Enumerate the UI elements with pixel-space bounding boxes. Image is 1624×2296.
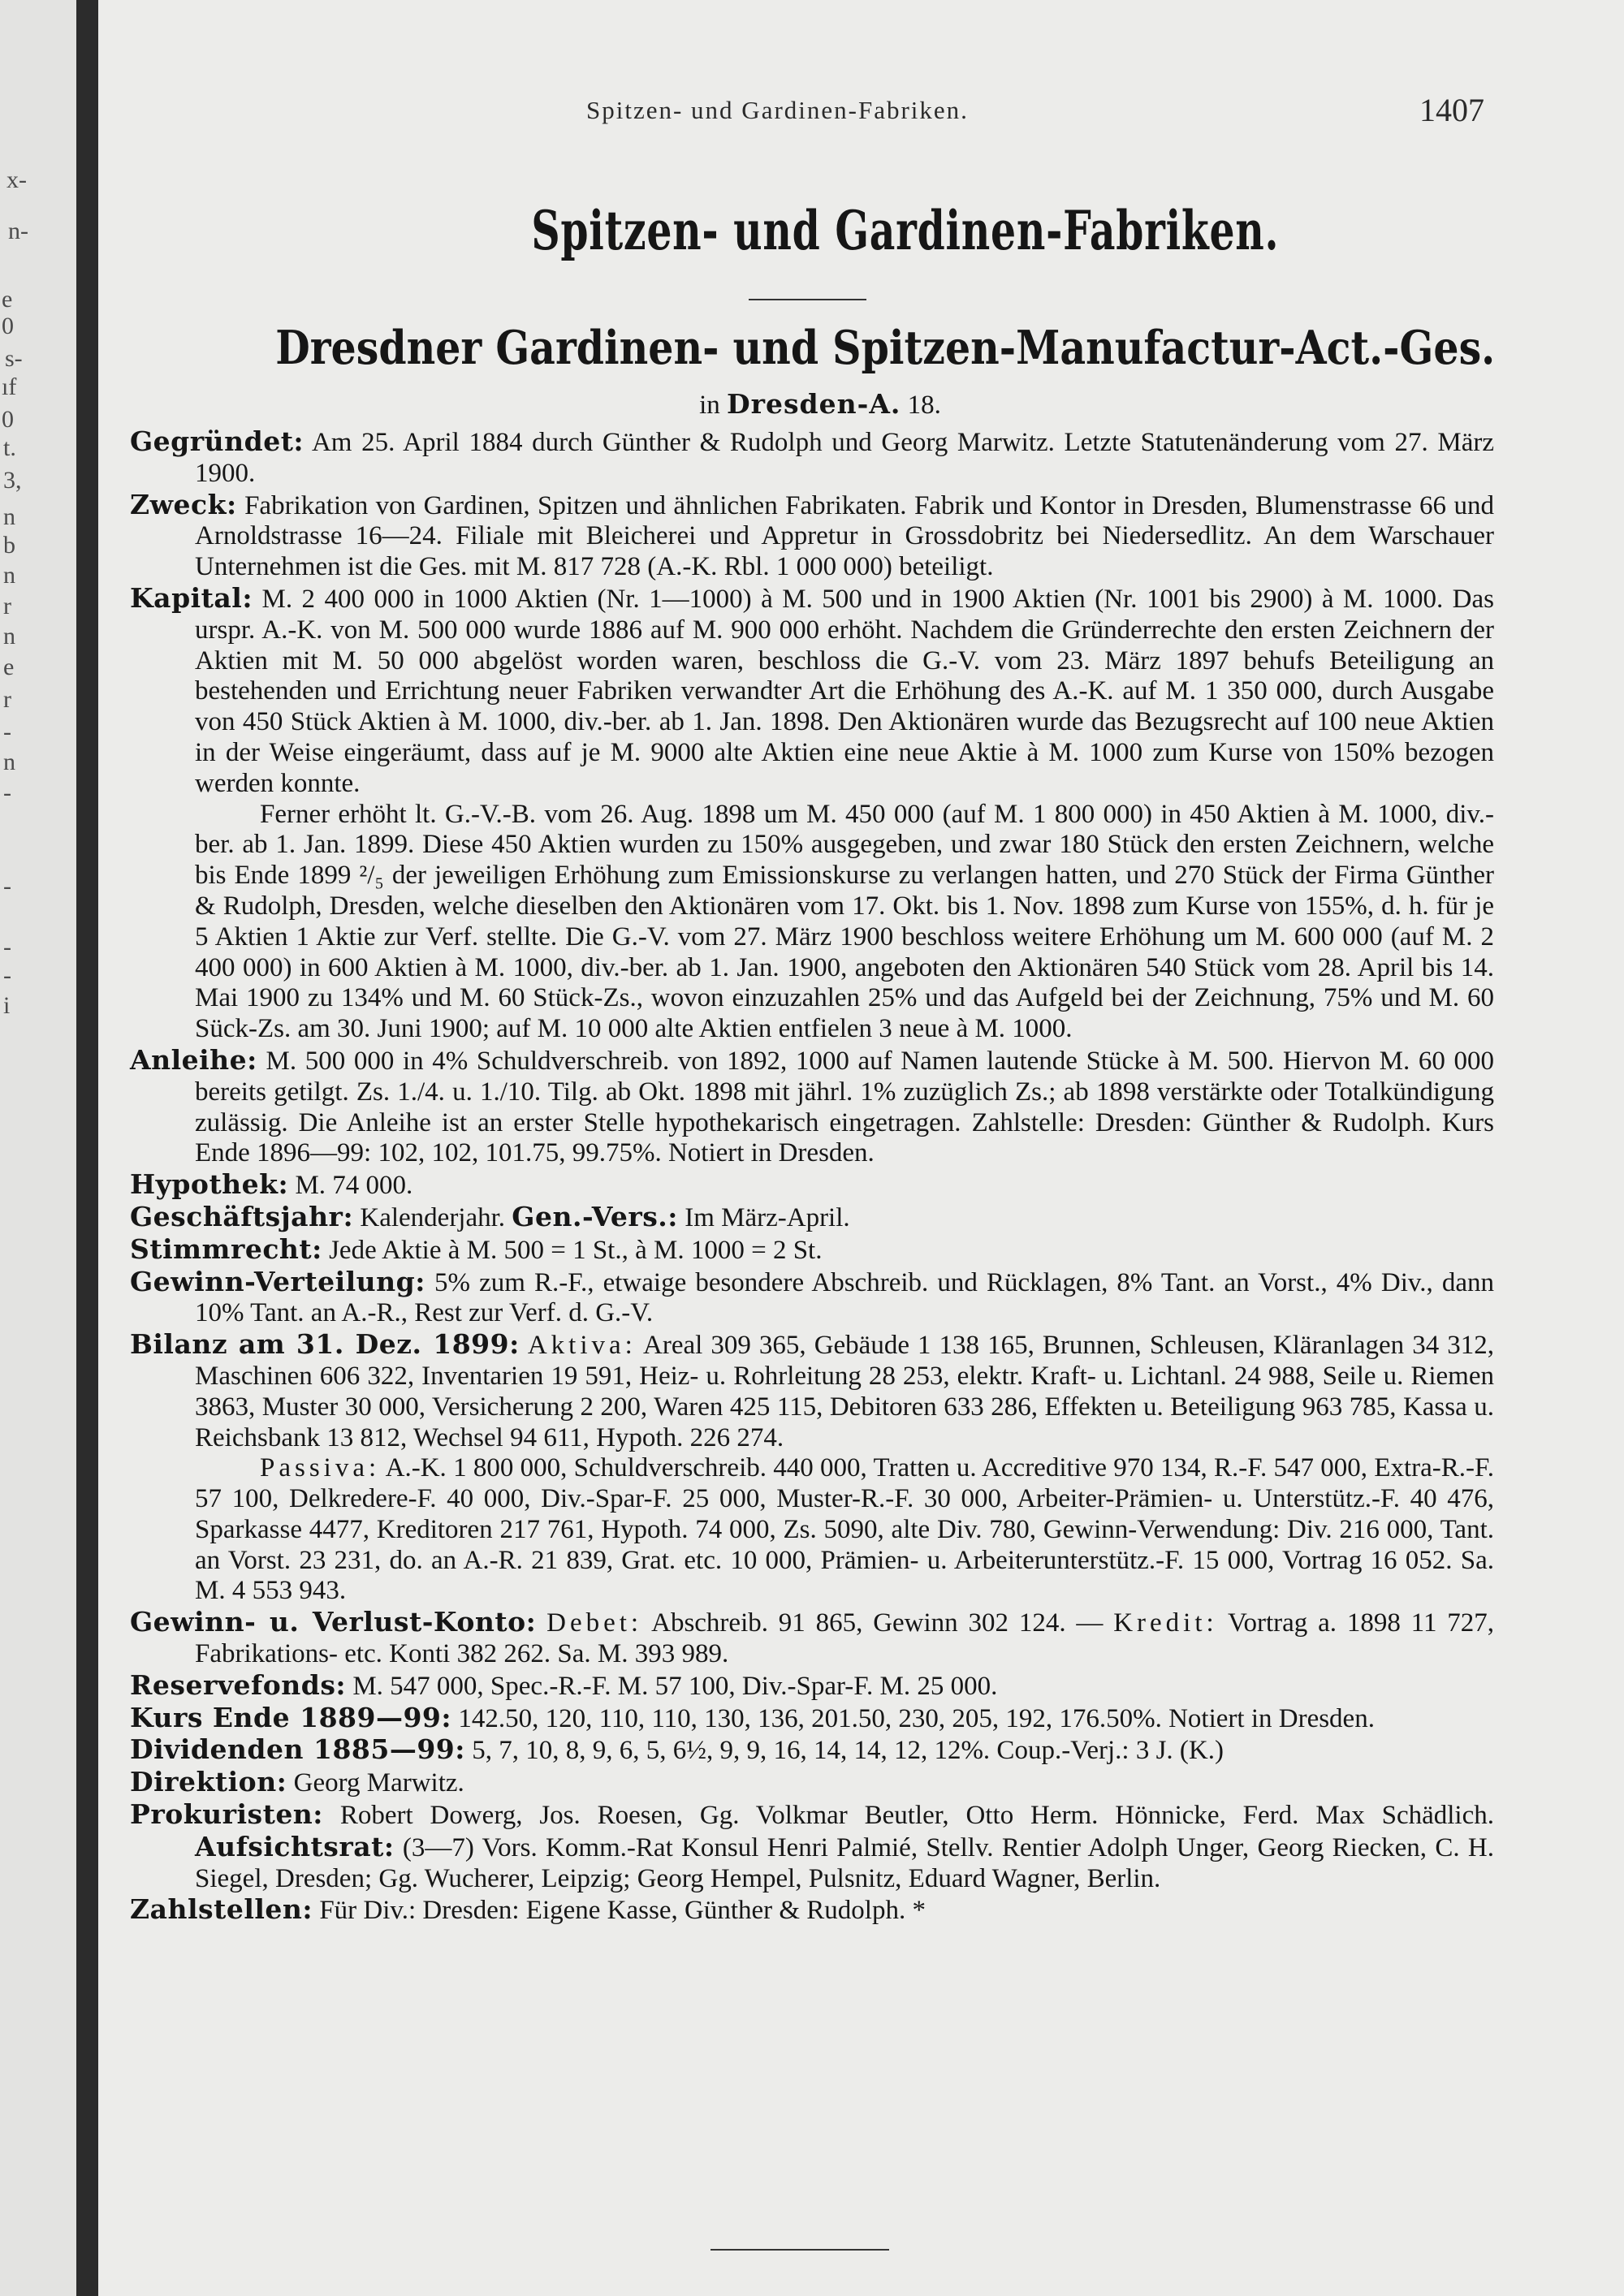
margin-fragment: n- bbox=[8, 218, 28, 244]
location-prefix: in bbox=[699, 391, 720, 420]
margin-fragment: 0 bbox=[2, 313, 14, 339]
entry-text: Abschreib. 91 865, Gewinn 302 124. — bbox=[651, 1608, 1104, 1638]
entry-kapital-continued bbox=[130, 800, 1494, 1045]
entry-zweck bbox=[130, 490, 1494, 583]
margin-fragment: - bbox=[3, 934, 11, 960]
company-entry-body bbox=[130, 426, 1494, 1927]
entry-text: Georg Marwitz. bbox=[293, 1768, 464, 1798]
entry-text: Jede Aktie à M. 500 = 1 St., à M. 1000 = 2 St. bbox=[329, 1235, 823, 1265]
entry-gewinn-verlust-konto bbox=[130, 1607, 1494, 1670]
entry-label: Kapital: bbox=[130, 581, 253, 614]
margin-fragment: 0 bbox=[2, 406, 14, 433]
entry-label: Anleihe: bbox=[130, 1043, 257, 1076]
company-heading bbox=[187, 321, 1496, 375]
entry-sublabel: Kredit: bbox=[1113, 1608, 1218, 1638]
entry-text: M. 500 000 in 4% Schuldverschreib. von 1892, 1000 auf Namen lautende Stücke à M. 500. Hiervon M. 60 000 bereits getilgt. Zs. 1./4. u. 1./10. Tilg. ab Okt. 1898 mit jährl. 1% zuzüglich Zs.; ab 1898 verstärkte oder Totalkündigung zulässig. Die Anleihe ist an erster Stelle hypothekarisch eingetragen. Zahlstelle: Dresden: Günther & Rudolph. Kurs Ende 1896—99: 102, 102, 101.75, 99.75%. Notiert in Dresden. bbox=[195, 1046, 1495, 1168]
entry-sublabel: Aktiva: bbox=[527, 1331, 637, 1361]
entry-text: 142.50, 120, 110, 110, 130, 136, 201.50, 230, 205, 192, 176.50%. Notiert in Dresden. bbox=[458, 1703, 1375, 1733]
entry-label: Gewinn-Verteilung: bbox=[130, 1265, 425, 1297]
entry-label-supervisory-board: Aufsichtsrat: bbox=[195, 1830, 395, 1862]
company-name: Dresdner Gardinen- und Spitzen-Manufactur-Act.-Ges. bbox=[275, 321, 1496, 375]
margin-fragment: n bbox=[3, 503, 15, 530]
entry-sublabel: Passiva: bbox=[260, 1453, 381, 1483]
entry-label: Gegründet: bbox=[130, 425, 304, 457]
entry-text: 5% zum R.-F., etwaige besondere Abschreib. und Rücklagen, 8% Tant. an Vorst., 4% Div., dann 10% Tant. an A.-R., Rest zur Verf. d. G.-V. bbox=[195, 1267, 1494, 1328]
entry-sublabel: Debet: bbox=[546, 1608, 643, 1638]
facing-page-edge bbox=[0, 0, 76, 2296]
section-title-text: Spitzen- und Gardinen-Fabriken. bbox=[531, 199, 1280, 262]
entry-label: Zahlstellen: bbox=[130, 1893, 313, 1926]
title-divider bbox=[749, 299, 866, 300]
entry-text: M. 74 000. bbox=[295, 1171, 413, 1201]
entry-prokuristen bbox=[130, 1799, 1494, 1894]
margin-fragment: t. bbox=[3, 434, 16, 461]
entry-text: (3—7) Vors. Komm.-Rat Konsul Henri Palmié, Stellv. Rentier Adolph Unger, Georg Riecken, C. H. Siegel, Dresden; Gg. Wucherer, Leipzig; Georg Hempel, Pulsnitz, Eduard Wagner, Berlin. bbox=[195, 1832, 1495, 1893]
entry-kapital bbox=[130, 583, 1494, 800]
entry-text: Am 25. April 1884 durch Günther & Rudolph und Georg Marwitz. Letzte Statutenänderung vom 27. März 1900. bbox=[195, 428, 1494, 488]
entry-zahlstellen bbox=[130, 1894, 1494, 1927]
entry-label: Geschäftsjahr: bbox=[130, 1200, 354, 1232]
entry-hypothek bbox=[130, 1169, 1494, 1202]
entry-text: Im März-April. bbox=[685, 1202, 850, 1232]
entry-label: Prokuristen: bbox=[130, 1798, 323, 1831]
margin-fragment: e bbox=[2, 286, 13, 313]
margin-fragment: - bbox=[3, 779, 11, 806]
entry-bilanz-aktiva bbox=[130, 1329, 1494, 1453]
entry-bilanz-passiva bbox=[130, 1453, 1494, 1607]
margin-fragment: ıf bbox=[2, 373, 17, 400]
entry-text: Fabrikation von Gardinen, Spitzen und ähnlichen Fabrikaten. Fabrik und Kontor in Dresden, Blumenstrasse 66 und Arnoldstrasse 16—24. Filiale mit Bleicherei und Appretur in Grossdobritz bei Niedersedlitz. An dem Warschauer Unternehmen ist die Ges. mit M. 817 728 (A.-K. Rbl. 1 000 000) beteiligt. bbox=[195, 490, 1494, 582]
entry-text: Für Div.: Dresden: Eigene Kasse, Günther & Rudolph. * bbox=[319, 1896, 926, 1926]
entry-label: Direktion: bbox=[130, 1766, 287, 1798]
margin-fragment: - bbox=[3, 719, 11, 745]
entry-text: A.-K. 1 800 000, Schuldverschreib. 440 000, Tratten u. Accreditive 970 134, R.-F. 547 000, Extra-R.-F. 57 100, Delkredere-F. 40 000, Div.-Spar-F. 25 000, Muster-R.-F. 30 000, Arbeiter-Prämien- u. Unterstütz.-F. 40 476, Sparkasse 4477, Kreditoren 217 761, Hypoth. 74 000, Zs. 5090, alte Div. 780, Gewinn-Verwendung: Div. 216 000, Tant. an Vorst. 23 231, do. an A.-R. 21 839, Grat. etc. 10 000, Prämien- u. Arbeiterunterstütz.-F. 15 000, Vortrag 16 052. Sa. M. 4 553 943. bbox=[195, 1453, 1494, 1606]
entry-direktion bbox=[130, 1767, 1494, 1799]
company-location bbox=[568, 388, 1072, 421]
margin-fragment: x- bbox=[6, 166, 27, 193]
entry-text: Kalenderjahr. bbox=[360, 1202, 506, 1232]
margin-fragment: r bbox=[3, 593, 11, 619]
margin-fragment: i bbox=[3, 992, 11, 1019]
entry-geschaeftsjahr bbox=[130, 1202, 1494, 1234]
margin-fragment: - bbox=[3, 962, 11, 989]
entry-gewinn-verteilung bbox=[130, 1267, 1494, 1330]
section-title bbox=[438, 199, 1280, 262]
entry-label: Dividenden 1885—99: bbox=[130, 1733, 465, 1766]
running-title: Spitzen- und Gardinen-Fabriken. bbox=[586, 96, 969, 124]
margin-fragment: - bbox=[3, 873, 11, 900]
page-number: 1407 bbox=[1419, 92, 1484, 128]
closing-divider bbox=[710, 2249, 889, 2251]
entry-text: M. 2 400 000 in 1000 Aktien (Nr. 1—1000) à M. 500 und in 1900 Aktien (Nr. 1001 bis 2900) à M. 1000. Das urspr. A.-K. von M. 500 000 wurde 1886 auf M. 900 000 erhöht. Nachdem die Gründerrechte den ersten Zeichnern der Aktien mit M. 50 000 abgelöst worden waren, beschloss die G.-V. vom 23. März 1897 behufs Beteiligung an bestehenden und Errichtung neuer Fabriken verwandter Art die Erhöhung des A.-K. auf M. 1 350 000, durch Ausgabe von 450 Stück Aktien à M. 1000, div.-ber. ab 1. Jan. 1898. Den Aktionären wurde das Bezugsrecht auf 100 neue Aktien in der Weise eingeräumt, dass auf je M. 9000 alte Aktien eine neue Aktie à M. 1000 zum Kurse von 150% bezogen werden konnte. bbox=[195, 584, 1495, 798]
margin-fragment: 3, bbox=[3, 467, 22, 494]
entry-text: Robert Dowerg, Jos. Roesen, Gg. Volkmar Beutler, Otto Herm. Hönnicke, Ferd. Max Schädlich. bbox=[339, 1801, 1495, 1831]
entry-gegruendet bbox=[130, 426, 1494, 490]
book-binding-shadow bbox=[76, 0, 98, 2296]
entry-label: Kurs Ende 1889—99: bbox=[130, 1701, 452, 1733]
entry-label: Hypothek: bbox=[130, 1168, 289, 1201]
margin-fragment: n bbox=[3, 749, 15, 775]
entry-anleihe bbox=[130, 1045, 1494, 1169]
margin-fragment: n bbox=[3, 562, 15, 589]
entry-stimmrecht bbox=[130, 1234, 1494, 1267]
margin-fragment: e bbox=[3, 654, 15, 680]
location-number: 18. bbox=[907, 391, 941, 420]
entry-label: Stimmrecht: bbox=[130, 1232, 322, 1265]
entry-kurs bbox=[130, 1703, 1494, 1735]
entry-label-general-meeting: Gen.-Vers.: bbox=[512, 1200, 678, 1232]
entry-label: Gewinn- u. Verlust-Konto: bbox=[130, 1606, 537, 1638]
entry-reservefonds bbox=[130, 1670, 1494, 1703]
margin-fragment: b bbox=[3, 532, 15, 559]
entry-text: 5, 7, 10, 8, 9, 6, 5, 6½, 9, 9, 16, 14, 14, 12, 12%. Coup.-Verj.: 3 J. (K.) bbox=[472, 1736, 1224, 1766]
margin-fragment: r bbox=[3, 686, 11, 713]
entry-label: Reservefonds: bbox=[130, 1668, 347, 1701]
margin-fragment: n bbox=[3, 623, 15, 650]
entry-text: Areal 309 365, Gebäude 1 138 165, Brunnen, Schleusen, Kläranlagen 34 312, Maschinen 606 322, Inventarien 19 591, Heiz- u. Rohrleitung 28 253, elektr. Kraft- u. Lichtanl. 24 988, Seile u. Riemen 3863, Muster 30 000, Versicherung 2 200, Waren 425 115, Debitoren 633 286, Effekten u. Beteiligung 963 785, Kassa u. Reichsbank 13 812, Wechsel 94 611, Hypoth. 226 274. bbox=[195, 1331, 1494, 1452]
entry-text: M. 547 000, Spec.-R.-F. M. 57 100, Div.-Spar-F. M. 25 000. bbox=[352, 1671, 998, 1701]
entry-text: Ferner erhöht lt. G.-V.-B. vom 26. Aug. 1898 um M. 450 000 (auf M. 1 800 000) in 450 Aktien à M. 1000, div.-ber. ab 1. Jan. 1899. Diese 450 Aktien wurden zu 150% ausgegeben, und zwar 180 Stück den ersten Zeichnern, welche bis Ende 1899 ²/₅ der jeweiligen Erhöhung zum Emissionskurse zu verlangen hatten, und 270 Stück der Firma Günther & Rudolph, Dresden, welche dieselben den Aktionären vom 17. Okt. bis 1. Nov. 1898 zum Kurse von 155%, d. h. für je 5 Aktien 1 Aktie zur Verf. stellte. Die G.-V. vom 27. März 1900 beschloss weitere Erhöhung um M. 600 000 (auf M. 2 400 000) in 600 Aktien à M. 1000, div.-ber. ab 1. Jan. 1900, angeboten den Aktionären 540 Stück vom 28. April bis 14. Mai 1900 zu 134% und M. 60 Stück-Zs., wovon einzuzahlen 25% und das Aufgeld bei der Zeichnung, 75% und M. 60 Sück-Zs. am 30. Juni 1900; auf M. 10 000 alte Aktien entfielen 3 neue à M. 1000. bbox=[195, 799, 1494, 1044]
entry-label: Zweck: bbox=[130, 488, 237, 520]
entry-label: Bilanz am 31. Dez. 1899: bbox=[130, 1328, 520, 1361]
location-city: Dresden-A. bbox=[726, 388, 901, 420]
entry-text: Vortrag a. 1898 11 727, Fabrikations- etc. Konti 382 262. Sa. M. 393 989. bbox=[195, 1608, 1495, 1669]
margin-fragment: s- bbox=[5, 345, 23, 372]
entry-dividenden bbox=[130, 1734, 1494, 1767]
